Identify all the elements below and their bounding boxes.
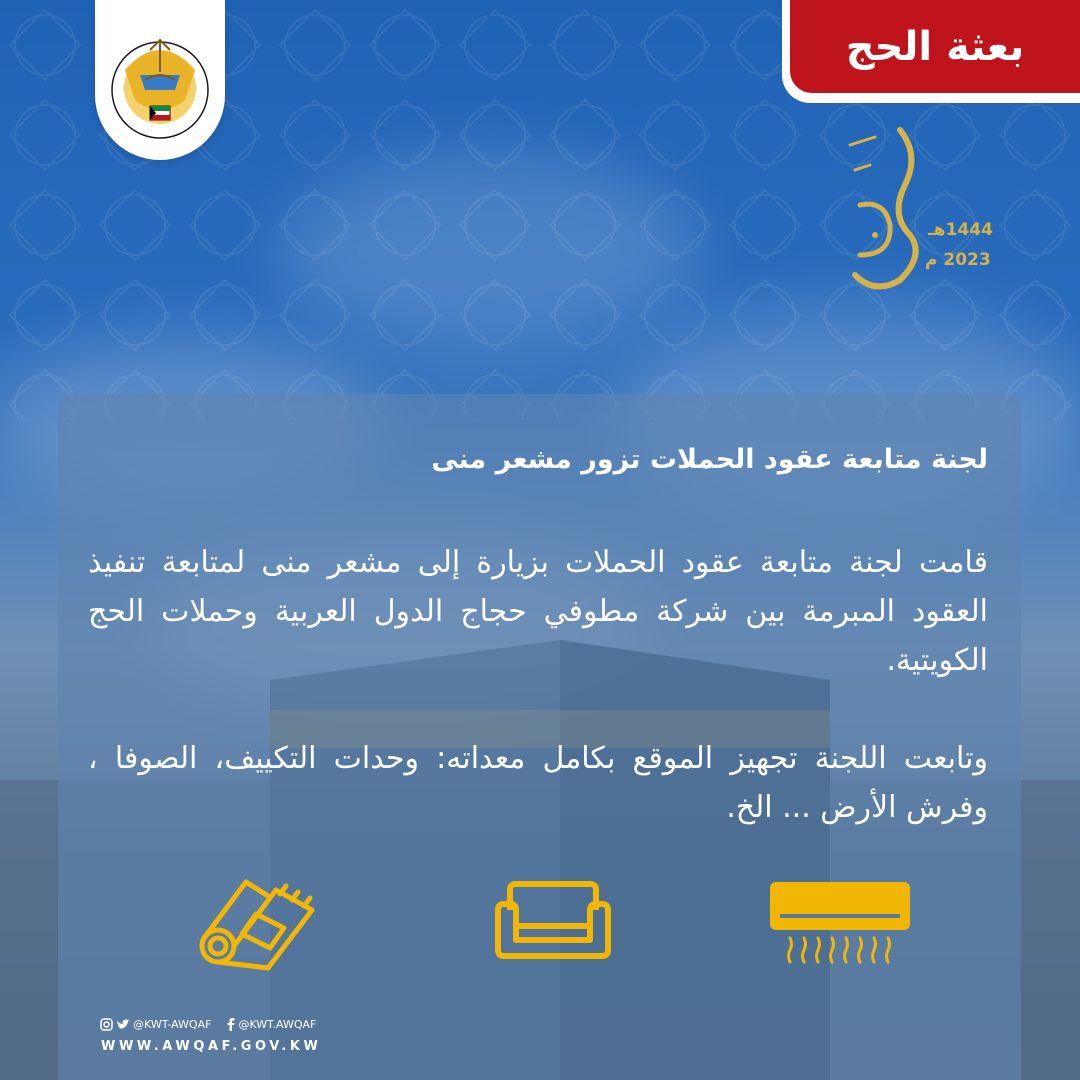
facebook-handle[interactable]: @KWT.AWQAF [238,1018,317,1031]
year-hijri: 1444هـ [928,220,993,240]
twitter-icon[interactable] [116,1019,130,1031]
hajj-calligraphy-icon [830,115,930,295]
header-title-tag [782,0,1080,103]
air-conditioner-icon [768,880,912,970]
news-paragraph: قامت لجنة متابعة عقود الحملات بزيارة إلى مشعر منى لمتابعة تنفيذ العقود المبرمة بين شركة مطوفي حجاج الدول العربية وحملات الحج الكويتية. [88,545,988,678]
facebook-icon[interactable] [227,1018,235,1031]
ministry-logo [95,0,225,160]
news-body [88,538,988,832]
website-link[interactable]: WWW.AWQAF.GOV.KW [101,1039,322,1054]
footer-social [100,1018,316,1031]
year-gregorian: 2023 م [925,250,991,270]
news-paragraph: وتابعت اللجنة تجهيز الموقع بكامل معداته: وحدات التكييف، الصوفا ، وفرش الأرض ... الخ. [88,741,988,825]
header-title: بعثة الحج [845,23,1025,70]
news-title: لجنة متابعة عقود الحملات تزور مشعر منى [431,444,988,475]
twitter-instagram-handle[interactable]: @KWT-AWQAF [133,1018,212,1031]
carpet-roll-icon [196,874,326,974]
instagram-icon[interactable] [100,1018,113,1031]
sofa-icon [494,880,612,962]
ministry-emblem-icon [105,10,215,150]
